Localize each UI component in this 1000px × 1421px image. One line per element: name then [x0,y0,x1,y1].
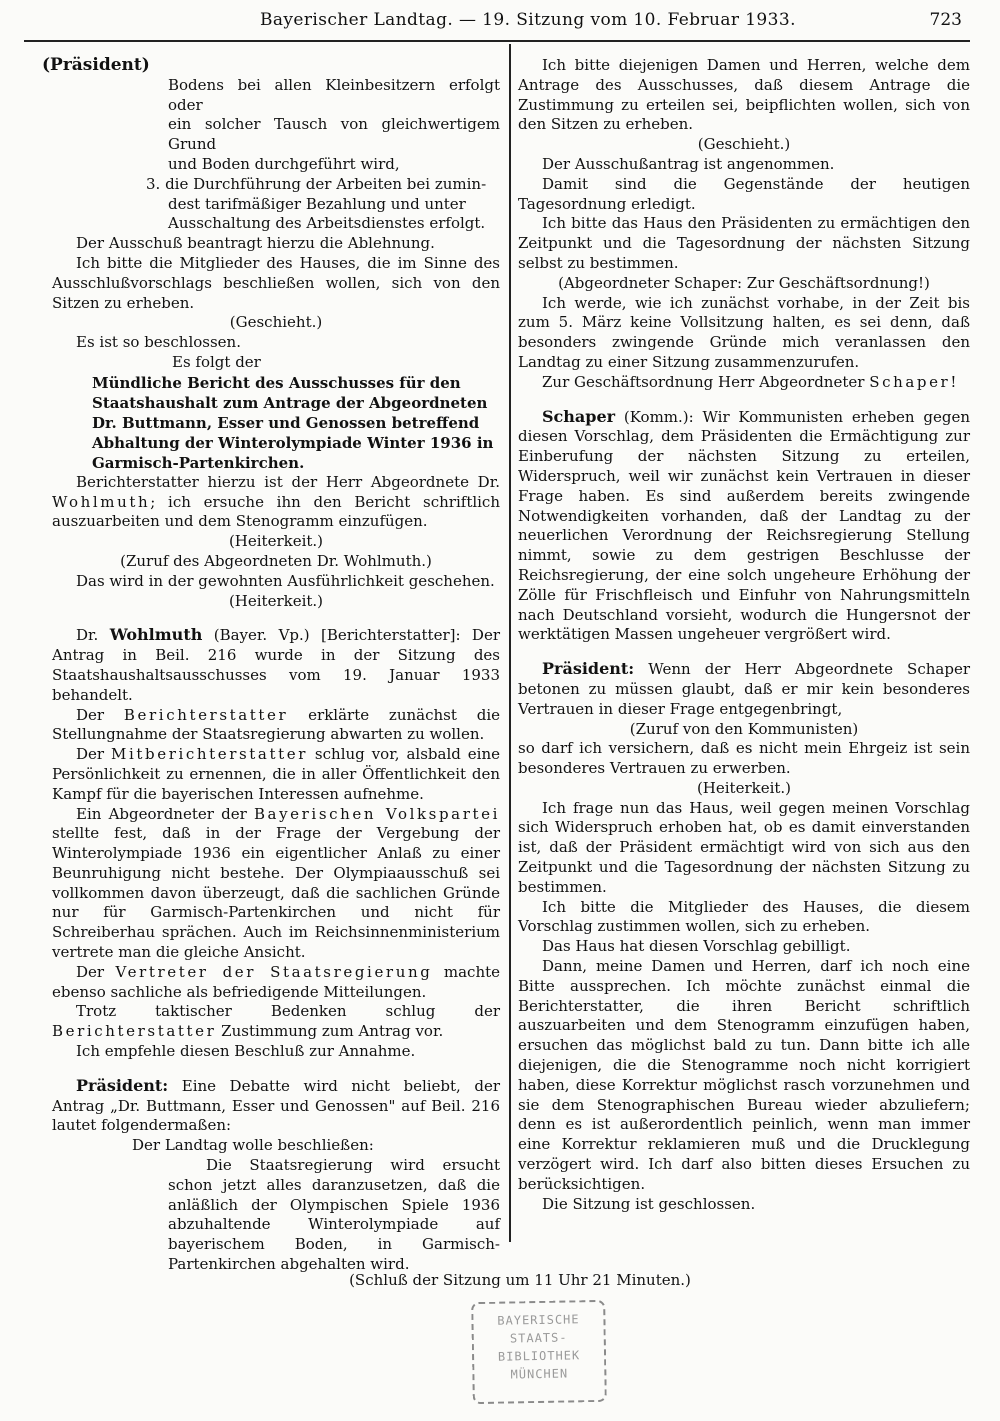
speaker-name: Schaper [542,406,616,426]
paragraph [52,706,500,746]
motion-intro: Der Landtag wolle beschließen: [132,1136,374,1155]
column-divider [509,44,511,1242]
library-stamp [471,1300,607,1404]
stage-direction: (Zuruf des Abgeordneten Dr. Wohlmuth.) [120,551,432,570]
spacer [518,393,970,407]
header-rule [24,40,970,42]
text: Trotz taktischer Bedenken schlug der [76,1002,500,1021]
speaker-name: Wohlmuth [109,625,203,645]
paragraph [52,473,500,532]
text: Dr. [76,626,110,645]
stamp-line: MÜNCHEN [510,1366,569,1382]
text: Vertreter der Staatsregierung [115,962,433,981]
paragraph: Bodens bei allen Kleinbesitzern erfolgt oder [168,75,500,114]
page-header [20,4,970,40]
text: stellte fest, daß in der Frage der Vergebung der Winterolympiade 1936 ein eigentlicher Anlaß zu einer Beunruhigung nicht bestehe. Der Olympiaausschuß sei vollkommen davon überzeugt, daß die sachlichen Gründe nur für Garmisch-Partenkirchen und nicht für Schreiberhau sprächen. Auch im Reichsinnenministerium vertrete man die gleiche Ansicht. [52,824,500,962]
running-title: Bayerischer Landtag. — 19. Sitzung vom 10. Februar 1933. [260,10,796,30]
text: Berichterstatter [52,1022,217,1041]
speaker-name: Wohlmuth [52,492,151,511]
paragraph: Das Haus hat diesen Vorschlag gebilligt. [542,937,851,956]
paragraph: Ich bitte diejenigen Damen und Herren, welche dem Antrage des Ausschusses, daß diesem Antrage die Zustimmung zu erteilen sei, beipflichten wollen, sich von den Sitzen zu erheben. [518,56,970,134]
speaker-name: Präsident: [542,659,635,679]
paragraph [518,373,970,393]
stage-direction: (Heiterkeit.) [696,778,792,797]
stage-direction: (Heiterkeit.) [228,591,324,610]
text: Zur Geschäftsordnung Herr Abgeordneter [542,372,870,391]
text: Der [76,745,112,764]
motion-text [52,1156,500,1275]
paragraph [52,805,500,963]
paragraph [52,1002,500,1042]
paragraph: Ich frage nun das Haus, weil gegen meinen Vorschlag sich Widerspruch erhoben hat, ob es damit einverstanden ist, daß der Präsident ermächtigt wird von sich aus den Zeitpunkt und die Tagesordnung der nächsten Sitzung zu bestimmen. [518,798,970,896]
text: Ein Abgeordneter der [76,804,254,823]
spacer [52,611,500,625]
paragraph: Ich werde, wie ich zunächst vorhabe, in der Zeit bis zum 5. März keine Vollsitzung halten, es sei denn, daß besonders zwingende Gründe mich veranlassen den Landtag zu einer Sitzung zusammenzurufen. [518,293,970,371]
text: Eine Debatte wird nicht beliebt, der Antrag „Dr. Buttmann, Esser und Genossen" auf Beil. 216 lautet folgendermaßen: [52,1076,500,1135]
stamp-line: BIBLIOTHEK [497,1348,581,1364]
paragraph [52,963,500,1003]
spacer [518,645,970,659]
stage-direction: (Heiterkeit.) [228,532,324,551]
text: ; ich ersuche ihn den Bericht schriftlich auszuarbeiten und dem Stenogramm einzufügen. [52,492,500,531]
text: Zustimmung zum Antrag vor. [216,1022,444,1041]
speaker-label-president: (Präsident) [42,55,150,75]
paragraph: Ausschaltung des Arbeitsdienstes erfolgt. [168,214,486,233]
closing-note: (Schluß der Sitzung um 11 Uhr 21 Minuten.) [349,1271,691,1289]
stamp-line: STAATS- [509,1330,568,1346]
speech-president [518,659,970,719]
stage-direction: (Geschieht.) [697,135,791,154]
paragraph: Die Sitzung ist geschlossen. [542,1194,756,1213]
paragraph: Ich bitte das Haus den Präsidenten zu ermächtigen den Zeitpunkt und die Tagesordnung der nächsten Sitzung selbst zu bestimmen. [518,214,970,272]
paragraph: Ich bitte die Mitglieder des Hauses, die im Sinne des Ausschlußvorschlags beschließen wollen, sich von den Sitzen zu erheben. [52,253,500,312]
paragraph: ein solcher Tausch von gleichwertigem Grund [168,115,500,154]
text: Berichterstatter [123,705,289,724]
speaker-name: Präsident: [76,1075,169,1095]
paragraph: Das wird in der gewohnten Ausführlichkeit geschehen. [76,571,495,590]
speech-schaper [518,407,970,646]
left-column [42,55,501,1275]
paragraph: Ich empfehle diesen Beschluß zur Annahme. [76,1042,416,1061]
stage-direction: (Zuruf von den Kommunisten) [629,719,859,738]
stage-direction: (Abgeordneter Schaper: Zur Geschäftsordnung!) [558,273,930,292]
stage-direction: (Geschieht.) [229,313,323,332]
paragraph: Der Ausschuß beantragt hierzu die Ablehnung. [76,234,435,253]
speech-president [52,1076,500,1136]
text: (Bayer. Vp.) [Berichterstatter]: Der Antrag in Beil. 216 wurde in der Sitzung des Staatshaushaltsausschusses vom 19. Januar 1933 behandelt. [52,626,500,704]
text: Berichterstatter hierzu ist der Herr Abgeordnete Dr. [76,472,500,491]
paragraph: so darf ich versichern, daß es nicht mein Ehrgeiz ist sein besonderes Vertrauen zu erwerben. [518,739,970,778]
paragraph: Es folgt der [172,352,261,371]
text: Schaper [869,372,951,391]
speech-wohlmuth [52,625,500,705]
right-column [518,56,970,1214]
paragraph: und Boden durchgeführt wird, [168,154,400,173]
text: machte ebenso sachliche als befriedigende Mitteilungen. [52,962,501,1001]
text: schlug vor, alsbald eine Persönlichkeit zu ernennen, die in aller Öffentlichkeit den Kampf für die bayerischen Interessen aufnehme. [52,745,501,803]
text: ! [950,372,957,391]
text: Der [76,705,124,724]
paragraph: dest tarifmäßiger Bezahlung und unter [168,194,466,213]
paragraph [52,745,500,804]
text: erklärte zunächst die Stellungnahme der Staatsregierung abwarten zu wollen. [52,705,500,744]
text: Der [76,962,116,981]
paragraph: Es ist so beschlossen. [76,333,241,352]
paragraph: Dann, meine Damen und Herren, darf ich noch eine Bitte aussprechen. Ich möchte zunächst einmal die Berichterstatter, die ihren Bericht schriftlich auszuarbeiten und dem Stenogramm einzufügen haben, ersuchen das möglichst bald zu tun. Dann bitte ich alle diejenigen, die die Stenogramme noch nicht korrigiert haben, diese Korrektur möglichst rasch vorzunehmen und sie dem Stenographischen Bureau wieder abzuliefern; denn es ist außerordentlich peinlich, wenn man immer eine Korrektur reklamieren muß und die Drucklegung verzögert wird. Ich darf also bitten dieses Ersuchen zu berücksichtigen. [518,957,970,1193]
report-heading: Mündliche Bericht des Ausschusses für den Staatshaushalt zum Antrage der Abgeordneten Dr. Buttmann, Esser und Genossen betreffend Abhaltung der Winterolympiade Winter 1936 in Garmisch-Partenkirchen. [92,373,494,472]
paragraph: Die Staatsregierung wird ersucht schon jetzt alles daranzusetzen, daß die anläßlich der Olympischen Spiele 1936 abzuhaltende Winterolympiade auf bayerischem Boden, in Garmisch-Partenkirchen abgehalten wird. [168,1156,500,1274]
paragraph: Ich bitte die Mitglieder des Hauses, die diesem Vorschlag zustimmen wollen, sich zu erheben. [518,897,970,936]
text: Mitberichterstatter [111,745,308,764]
text: Wenn der Herr Abgeordnete Schaper betonen zu müssen glaubt, daß er mir kein besonderes Vertrauen in dieser Frage entgegenbringt, [518,660,970,718]
spacer [52,1062,500,1076]
text: Bayerischen Volkspartei [253,804,500,823]
list-item: 3. die Durchführung der Arbeiten bei zumin- [146,174,487,193]
stamp-line: BAYERISCHE [497,1312,580,1328]
paragraph: Der Ausschußantrag ist angenommen. [542,154,835,173]
paragraph: Damit sind die Gegenstände der heutigen Tagesordnung erledigt. [518,174,970,213]
text: (Komm.): Wir Kommunisten erheben gegen diesen Vorschlag, dem Präsidenten die Ermächtigung zur Einberufung der nächsten Sitzung zu erteilen, Widerspruch, weil wir zunächst kein Vertrauen in dieser Frage haben. Es sind außerdem bereits zwingende Notwendigkeiten vorhanden, daß der Landtag zu der neuerlichen Verordnung der Reichsregierung Stellung nimmt, sowie zu dem gestrigen Beschlusse der Reichsregierung, der eine solch ungeheure Erhöhung der Zölle für Frischfleisch und Einfuhr von Nahrungsmitteln nach Deutschland vorsieht, wodurch die Hungersnot der werktätigen Massen ungeheuer vergrößert wird. [518,407,970,644]
page-number: 723 [929,10,962,30]
